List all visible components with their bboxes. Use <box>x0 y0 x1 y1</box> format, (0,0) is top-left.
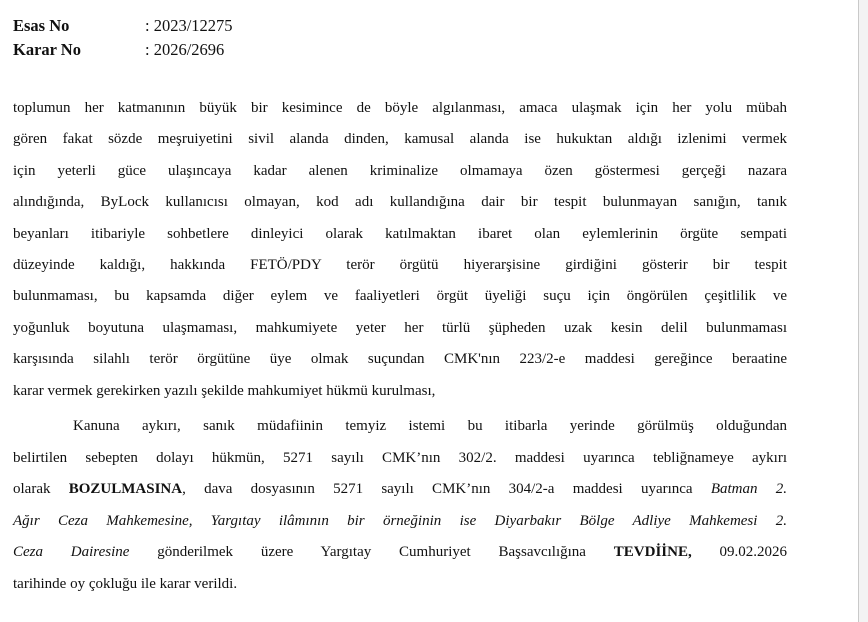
court-name-italic: Ağır Ceza Mahkemesine, Yargıtay ilâmının bir örneğinin ise Diyarbakır Bölge Adliye Mahkemesi 2. <box>13 512 787 529</box>
paragraph-line: yoğunluk boyutuna ulaşmaması, mahkumiyete yeter her türlü şüpheden uzak kesin delil bulunmaması <box>13 319 787 336</box>
paragraph-line: karar vermek gerekirken yazılı şekilde mahkumiyet hükmü kurulması, <box>13 382 436 399</box>
court-name-italic: Batman 2. <box>710 481 788 498</box>
decision-date: 09.02.2026 <box>691 544 787 561</box>
paragraph-line: gören fakat sözde meşruiyetini sivil alanda dinden, kamusal alanda ise hukuktan aldığı izlenimi vermek <box>13 131 787 148</box>
paragraph-line <box>13 474 787 506</box>
decision-line-3-start: olarak <box>13 481 69 498</box>
karar-no-label: Karar No <box>13 40 81 59</box>
karar-no-value: : 2026/2696 <box>145 40 225 59</box>
decision-line-1: Kanuna aykırı, sanık müdafiinin temyiz istemi bu itibarla yerinde görülmüş olduğundan <box>73 418 787 434</box>
paragraph-line: tarihinde oy çokluğu ile karar verildi. <box>13 575 238 592</box>
paragraph-line: için yeterli güce ulaşıncaya kadar alenen kriminalize olmamaya özen göstermesi gerçeği nazara <box>13 162 787 179</box>
paragraph-line: düzeyinde kaldığı, hakkında FETÖ/PDY terör örgütü hiyerarşisine girdiğini gösterir bir tespit <box>13 257 787 274</box>
paragraph-line: belirtilen sebepten dolayı hükmün, 5271 sayılı CMK’nın 302/2. maddesi uyarınca tebliğnameye aykırı <box>13 449 787 466</box>
tevdiine-bold: TEVDİİNE, <box>613 544 692 561</box>
decision-line-3-middle: , dava dosyasının 5271 sayılı CMK’nın 304/2-a maddesi uyarınca <box>182 481 711 498</box>
reasoning-paragraph <box>13 93 787 407</box>
paragraph-line <box>13 506 787 538</box>
paragraph-line: alındığında, ByLock kullanıcısı olmayan, kod adı kullandığına dair bir tespit bulunmayan sanığın, tanık <box>13 194 787 211</box>
paragraph-line: bulunmaması, bu kapsamda diğer eylem ve faaliyetleri örgüt üyeliği suçu için öngörülen çeşitlilik ve <box>13 288 787 305</box>
paragraph-line <box>13 411 787 443</box>
esas-no-value: : 2023/12275 <box>145 16 233 35</box>
esas-no-label: Esas No <box>13 16 70 35</box>
paragraph-line <box>13 537 787 569</box>
viewer-background-strip <box>859 0 868 622</box>
paragraph-line: karşısında silahlı terör örgütüne üye olmak suçundan CMK'nın 223/2-e maddesi gereğince beraatine <box>13 351 787 368</box>
decision-paragraph <box>13 411 787 601</box>
decision-line-5-middle: gönderilmek üzere Yargıtay Cumhuriyet Başsavcılığına <box>129 544 614 561</box>
karar-no-row <box>13 38 224 62</box>
esas-no-row <box>13 14 233 38</box>
court-name-italic: Ceza Dairesine <box>13 544 130 561</box>
paragraph-line: beyanları itibariyle sohbetlere dinleyici olarak katılmaktan ibaret olan eylemlerinin örgüte sempati <box>13 225 787 242</box>
bozulmasina-bold: BOZULMASINA <box>68 481 183 498</box>
paragraph-line: toplumun her katmanının büyük bir kesimince de böyle algılanması, amaca ulaşmak için her yolu mübah <box>13 100 787 116</box>
